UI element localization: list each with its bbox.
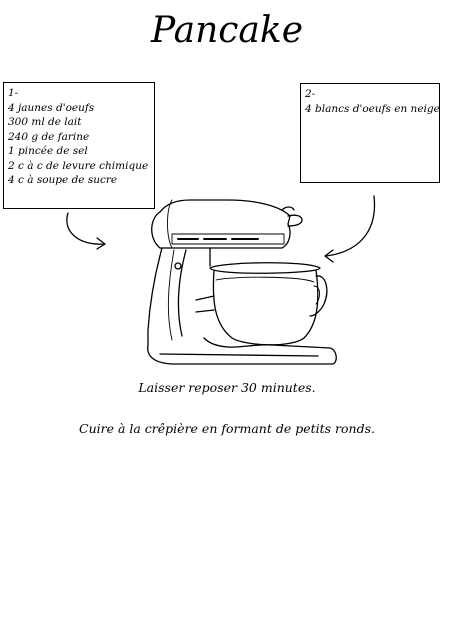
ingredient-item: 300 ml de lait (8, 116, 82, 128)
ingredient-item: 2 c à c de levure chimique (8, 159, 149, 172)
instruction-cook: Cuire à la crêpière en formant de petits ronds. (79, 421, 375, 436)
step-1-number: 1- (8, 87, 19, 99)
ingredient-item: 4 c à soupe de sucre (8, 174, 118, 186)
recipe-title: Pancake (151, 10, 303, 51)
ingredient-item: 240 g de farine (8, 130, 90, 143)
ingredient-item: 4 jaunes d'oeufs (8, 101, 95, 114)
step-2-number: 2- (305, 88, 316, 100)
ingredient-item: 4 blancs d'oeufs en neige (305, 102, 440, 115)
ingredient-item: 1 pincée de sel (8, 145, 88, 157)
instruction-rest: Laisser reposer 30 minutes. (138, 380, 316, 395)
arrow-right-icon (326, 196, 375, 256)
